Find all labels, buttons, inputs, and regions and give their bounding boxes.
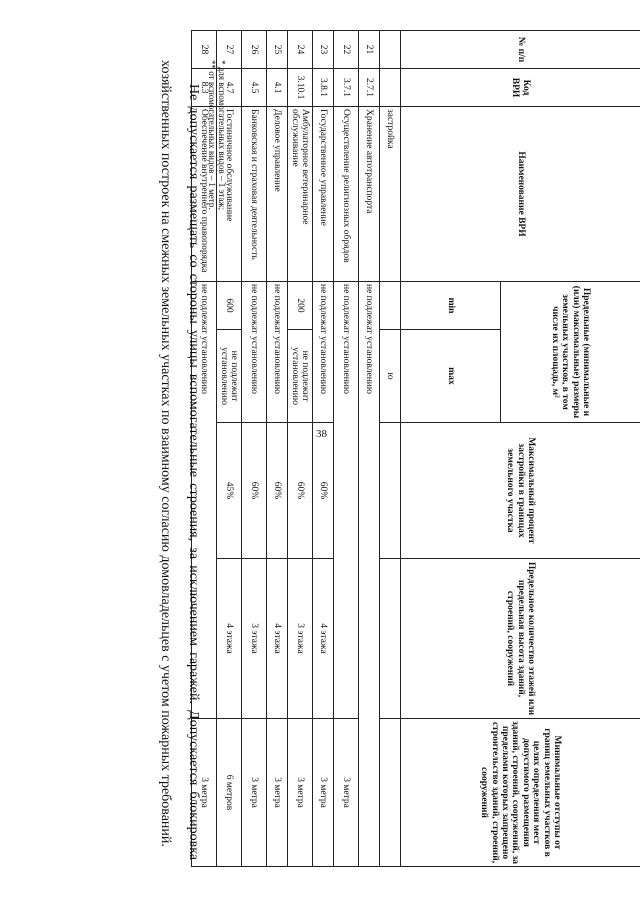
row-num: 26 bbox=[242, 31, 267, 69]
row-setback: 3 метра bbox=[267, 719, 288, 867]
row-name: Гостиничное обслуживание bbox=[217, 107, 242, 282]
header-min: min bbox=[401, 282, 501, 330]
header-sizes: Предельные (минимальные и (или) максимальные) размеры земельных участков, в том числе их площадь, м² bbox=[501, 282, 640, 423]
row-min: не подлежат установлению bbox=[359, 282, 380, 867]
row-percent: 60% bbox=[313, 423, 334, 559]
row-setback: 3 метра bbox=[288, 719, 313, 867]
row-code: 2.7.1 bbox=[359, 69, 380, 107]
row-name: Государственное управление bbox=[313, 107, 334, 282]
row-min: не подлежат установлению bbox=[313, 282, 334, 423]
row-percent: 60% bbox=[242, 423, 267, 559]
row-num: 22 bbox=[334, 31, 359, 69]
row-min: не подлежат установлению bbox=[192, 282, 217, 719]
row-code: 3.8.1 bbox=[313, 69, 334, 107]
row-max: не подлежит установлению bbox=[217, 330, 242, 423]
row-floors: 4 этажа bbox=[217, 559, 242, 719]
row-percent: 60% bbox=[288, 423, 313, 559]
footnotes bbox=[207, 60, 227, 210]
row-floors: 4 этажа bbox=[313, 559, 334, 719]
regulations-table bbox=[191, 30, 640, 867]
row-percent: 60% bbox=[267, 423, 288, 559]
row-min: 600 bbox=[217, 282, 242, 330]
row-setback: 3 метра bbox=[313, 719, 334, 867]
row-max: не подлежит установлению bbox=[288, 330, 313, 423]
row-min: 200 bbox=[288, 282, 313, 330]
row-name: Банковская и страховая деятельность bbox=[242, 107, 267, 282]
row-num: 25 bbox=[267, 31, 288, 69]
header-max: max bbox=[401, 330, 501, 423]
body-paragraph: Не допускается размещать со стороны улицы вспомогательные строения, за исключением гаражей. Допускается блокировка хозяйственных построек на смежных земельных участках по взаимному согласию домовладельцев с учетом пожарных требований. bbox=[158, 60, 201, 860]
row-percent: 45% bbox=[217, 423, 242, 559]
row-min: не подлежат установлению bbox=[334, 282, 359, 719]
row-name: Хранение автотранспорта bbox=[359, 107, 380, 282]
header-code: Код ВРИ bbox=[401, 69, 640, 107]
row-code: 3.7.1 bbox=[334, 69, 359, 107]
header-floors: Предельное количество этажей или предельная высота зданий, строений, сооружений bbox=[401, 559, 640, 719]
row-num: 21 bbox=[359, 31, 380, 69]
row-setback: 3 метра bbox=[242, 719, 267, 867]
row-num: 24 bbox=[288, 31, 313, 69]
footnote: * для вспомогательных видов – 1 этаж; bbox=[217, 60, 227, 211]
row-name: Амбулаторное ветеринарное обслуживание bbox=[288, 107, 313, 282]
row-code: 4.5 bbox=[242, 69, 267, 107]
page-number: 38 bbox=[316, 428, 327, 440]
row-floors: 3 этажа bbox=[242, 559, 267, 719]
row-name: Деловое управление bbox=[267, 107, 288, 282]
row-setback: 6 метров bbox=[217, 719, 242, 867]
row-floors: 3 этажа bbox=[288, 559, 313, 719]
header-num: № п/п bbox=[401, 31, 640, 69]
row-name: Обеспечение внутреннего правопорядка bbox=[192, 107, 217, 282]
row-num: 27 bbox=[217, 31, 242, 69]
row-num: 28 bbox=[192, 31, 217, 69]
row-code: 4.7 bbox=[217, 69, 242, 107]
header-percent: Максимальный процент застройки в границах земельного участка bbox=[401, 423, 640, 559]
row-num: 23 bbox=[313, 31, 334, 69]
row-name: Осуществление религиозных обрядов bbox=[334, 107, 359, 282]
footnote: ** от вспомогательных видов – 1 метр. bbox=[207, 60, 217, 210]
row-code: 3.10.1 bbox=[288, 69, 313, 107]
row-min: не подлежат установлению bbox=[267, 282, 288, 423]
header-setbacks: Минимальные отступы от границ земельных участков в целях определения мест допустимого размещения зданий, строений, сооружений, за пределами которых запрещено строительство зданий, строений, сооружений bbox=[401, 719, 640, 867]
row-setback: 3 метра bbox=[192, 719, 217, 867]
row-min: не подлежат установлению bbox=[242, 282, 267, 423]
rotated-content bbox=[158, 30, 640, 866]
top-row-name: застройка bbox=[380, 107, 401, 282]
top-row-max: ю bbox=[380, 330, 401, 423]
row-code: 8.3 bbox=[192, 69, 217, 107]
row-floors: 4 этажа bbox=[267, 559, 288, 719]
row-setback: 3 метра bbox=[334, 719, 359, 867]
header-name: Наименование ВРИ bbox=[401, 107, 640, 282]
row-code: 4.1 bbox=[267, 69, 288, 107]
